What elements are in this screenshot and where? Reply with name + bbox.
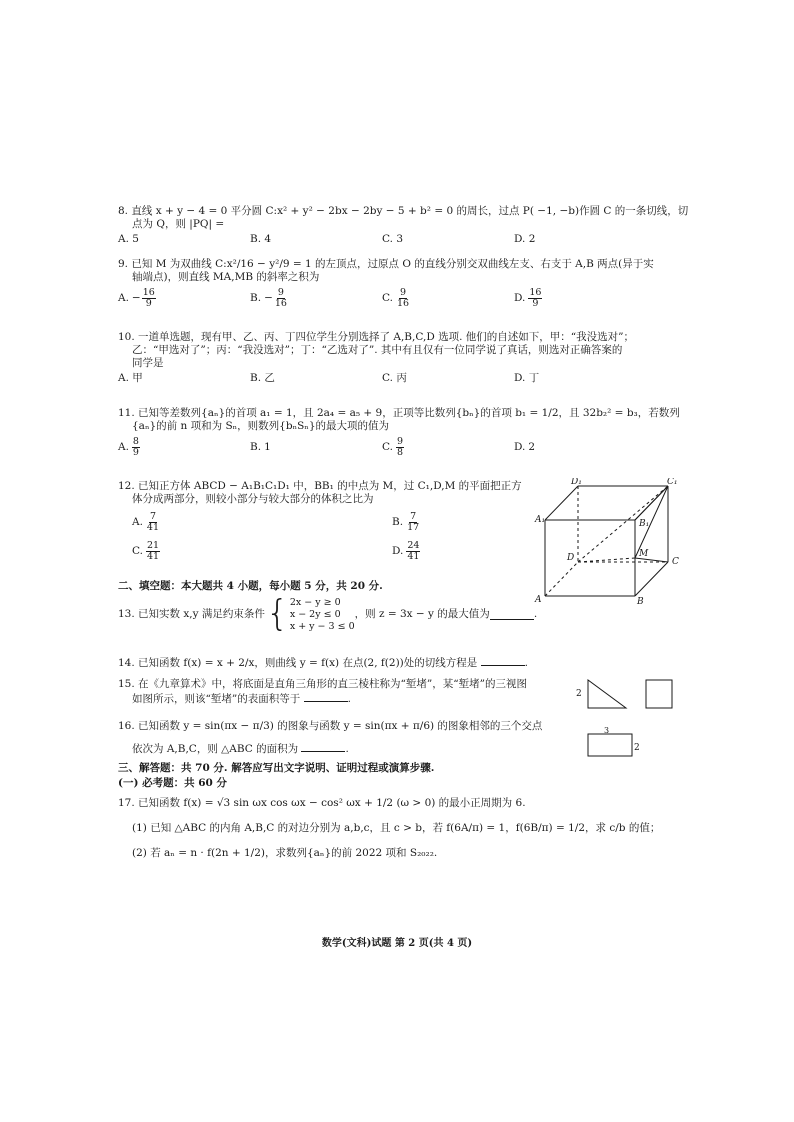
denominator: 41 [407,551,420,563]
q8-option-d: D. 2 [514,233,536,246]
cube-figure [533,478,683,606]
q9-line1: 9. 已知 M 为双曲线 C:x²/16 − y²/9 = 1 的左顶点，过原点 O 的直线分别交双曲线左支、右支于 A,B 两点(异于实 [118,258,654,270]
q12-option-b-fraction [406,512,420,533]
q16-line1: 16. 已知函数 y = sin(πx − π/3) 的图象与函数 y = sin(πx + π/6) 的图象相邻的三个交点 [118,720,543,732]
q11-option-a [118,437,250,458]
numerator: 8 [132,436,139,448]
q9-option-b [250,288,382,309]
section-3-heading: 三、解答题：共 70 分. 解答应写出文字说明、证明过程或演算步骤. [118,762,435,774]
q12-line1: 12. 已知正方体 ABCD − A₁B₁C₁D₁ 中，BB₁ 的中点为 M，过 C₁,D,M 的平面把正方 [118,480,522,492]
question-8 [118,205,689,246]
q9-option-d [514,288,646,309]
q9-option-a [118,288,250,309]
label-b1: B₁ [639,519,650,529]
denominator: 9 [132,447,139,459]
q16-line2-text: 依次为 A,B,C，则 △ABC 的面积为 [132,743,299,756]
q8-line1: 8. 直线 x + y − 4 = 0 平分圆 C:x² + y² − 2bx − 2by − 5 + b² = 0 的周长，过点 P( −1, −b)作圆 C 的一条切线，切 [118,205,689,217]
denominator: 16 [274,298,287,310]
q12-option-d-fraction [406,541,420,562]
q12-options [118,512,538,562]
q15-line2-text: 如图所示，则该“堑堵”的表面积等于 [132,693,301,706]
view-label-3: 3 [604,726,610,735]
q13-constraint-3: x + y − 3 ≤ 0 [289,620,355,632]
denominator: 9 [532,298,539,310]
q11-option-c-label: C. [382,441,393,454]
q10-line2: 乙：“甲选对了”；丙：“我没选对”；丁：“乙选对了”. 其中有且仅有一位同学说了真话，则选对正确答案的 [132,344,623,357]
numerator: 7 [410,511,417,523]
denominator: 17 [407,522,420,534]
label-d1: D₁ [571,478,582,487]
q9-option-a-fraction [142,288,156,309]
q12-option-c-label: C. [132,545,143,558]
page-footer: 数学(文科)试题 第 2 页(共 4 页) [321,938,473,949]
q16-answer-blank [301,741,345,752]
q8-line2: 点为 Q，则 |PQ| = [132,218,225,231]
label-d: D [567,553,575,563]
q15-line1: 15. 在《九章算术》中，将底面是直角三角形的直三棱柱称为“堑堵”，某“堑堵”的三视图 [118,678,528,690]
denominator: 9 [145,298,152,310]
q17-line3: (2) 若 aₙ = n · f(2n + 1/2)，求数列{aₙ}的前 2022 项和 S₂₀₂₂. [132,847,438,860]
question-16 [118,720,578,756]
label-a: A [535,595,542,605]
q16-line2: 依次为 A,B,C，则 △ABC 的面积为 . [132,743,349,756]
q11-option-b-label: B. [250,441,262,454]
question-12 [118,480,538,562]
label-c1: C₁ [667,478,678,487]
question-17 [118,797,698,860]
q11-option-b [250,437,382,458]
q17-line2: (1) 已知 △ABC 的内角 A,B,C 的对边分别为 a,b,c，且 c > b，若 f(6A/π) = 1，f(6B/π) = 1/2，求 c/b 的值； [132,822,661,835]
q17-line1: 17. 已知函数 f(x) = √3 sin ωx cos ωx − cos² ωx + 1/2 (ω > 0) 的最小正周期为 6. [118,797,526,809]
q11-options [118,437,678,458]
q12-option-d-label: D. [392,545,404,558]
brace-icon: { [265,593,289,635]
label-c: C [672,557,679,567]
q12-option-b [392,512,524,533]
q12-option-c [132,541,264,562]
q11-option-d-value: 2 [528,441,536,454]
view-label-2-left: 2 [576,689,582,699]
numerator: 9 [397,436,404,448]
numerator: 9 [277,287,284,299]
q8-option-a: A. 5 [118,233,139,246]
q11-line2: {aₙ}的前 n 项和为 Sₙ，则数列{bₙSₙ}的最大项的值为 [132,420,390,433]
q9-option-a-sign: − [131,292,141,305]
numerator: 21 [147,540,160,552]
q11-option-b-value: 1 [264,441,271,454]
q12-option-b-label: B. [392,516,404,529]
numerator: 16 [142,287,155,299]
q12-option-a-label: A. [132,516,143,529]
q8-options [118,233,678,246]
q15-answer-blank [304,691,348,702]
q10-options [118,372,678,385]
q13-line: 13. 已知实数 x,y 满足约束条件 { 2x − y ≥ 0 x − 2y ≤ 0 x + y − 3 ≤ 0 ，则 z = 3x − y 的最大值为 . [118,593,538,635]
q11-option-d [514,437,646,458]
numerator: 7 [149,511,156,523]
denominator: 41 [146,522,160,534]
question-10 [118,331,678,386]
numerator: 16 [529,287,542,299]
q9-option-b-fraction [274,288,288,309]
q9-option-b-sign: − [264,292,273,305]
label-a1: A₁ [535,515,546,525]
q13-prefix: 13. 已知实数 x,y 满足约束条件 [118,608,265,621]
q8-option-c: C. 3 [382,233,404,246]
numerator: 9 [400,287,407,299]
q9-option-d-label: D. [514,292,526,305]
question-15 [118,678,558,706]
q11-option-c-fraction [396,437,404,458]
question-13 [118,593,678,635]
three-view-top-figure [576,678,676,712]
question-9 [118,258,678,309]
q9-line2: 轴端点)，则直线 MA,MB 的斜率之积为 [132,271,320,284]
three-view-bottom-figure [582,726,642,758]
q12-option-c-fraction [146,541,160,562]
view-label-2-right: 2 [634,743,640,753]
q13-constraint-1: 2x − y ≥ 0 [289,597,341,608]
q10-line3: 同学是 [132,357,164,370]
q13-suffix: ，则 z = 3x − y 的最大值为 [354,608,490,621]
q12-option-a [132,512,264,533]
q11-option-d-label: D. [514,441,526,454]
q9-option-c-fraction [396,288,410,309]
q12-line2: 体分成两部分，则较小部分与较大部分的体积之比为 [132,493,374,506]
q13-answer-blank [490,609,534,620]
q9-option-a-label: A. [118,292,129,305]
numerator: 24 [407,540,420,552]
q10-line1: 10. 一道单选题，现有甲、乙、丙、丁四位学生分别选择了 A,B,C,D 选项. 他们的自述如下，甲：“我没选对”； [118,331,635,343]
q10-option-d: D. 丁 [514,372,540,385]
q9-options [118,288,678,309]
q10-option-a: A. 甲 [118,372,143,385]
denominator: 41 [147,551,160,563]
q8-option-b: B. 4 [250,233,272,246]
section-2-heading: 二、填空题：本大题共 4 小题，每小题 5 分，共 20 分. [118,580,383,592]
label-m: M [639,549,649,559]
q9-option-d-fraction [528,288,542,309]
q12-option-a-fraction [146,512,160,533]
denominator: 8 [397,447,404,459]
q14-text: 14. 已知函数 f(x) = x + 2/x，则曲线 y = f(x) 在点(2, f(2))处的切线方程是 [118,657,478,669]
question-14 [118,655,678,670]
question-11 [118,407,678,458]
q9-option-b-label: B. [250,292,262,305]
q15-line2: 如图所示，则该“堑堵”的表面积等于 . [132,693,351,706]
denominator: 16 [397,298,410,310]
q9-option-c-label: C. [382,292,393,305]
label-b: B [637,597,644,606]
q12-option-d [392,541,524,562]
q9-option-c [382,288,514,309]
q11-line1: 11. 已知等差数列{aₙ}的首项 a₁ = 1，且 2a₄ = a₅ + 9，正项等比数列{bₙ}的首项 b₁ = 1/2，且 32b₂² = b₃，若数列 [118,407,680,419]
q11-option-c [382,437,514,458]
q10-option-c: C. 丙 [382,372,407,385]
section-3a-heading: (一) 必考题：共 60 分 [118,777,228,789]
q11-option-a-fraction [132,437,140,458]
q14-line: 14. 已知函数 f(x) = x + 2/x，则曲线 y = f(x) 在点(2, f(2))处的切线方程是 . [118,657,528,669]
q14-answer-blank [481,655,525,666]
q13-constraint-2: x − 2y ≤ 0 [289,608,341,620]
q10-option-b: B. 乙 [250,372,275,385]
q13-constraints [290,597,355,633]
q11-option-a-label: A. [118,441,129,454]
